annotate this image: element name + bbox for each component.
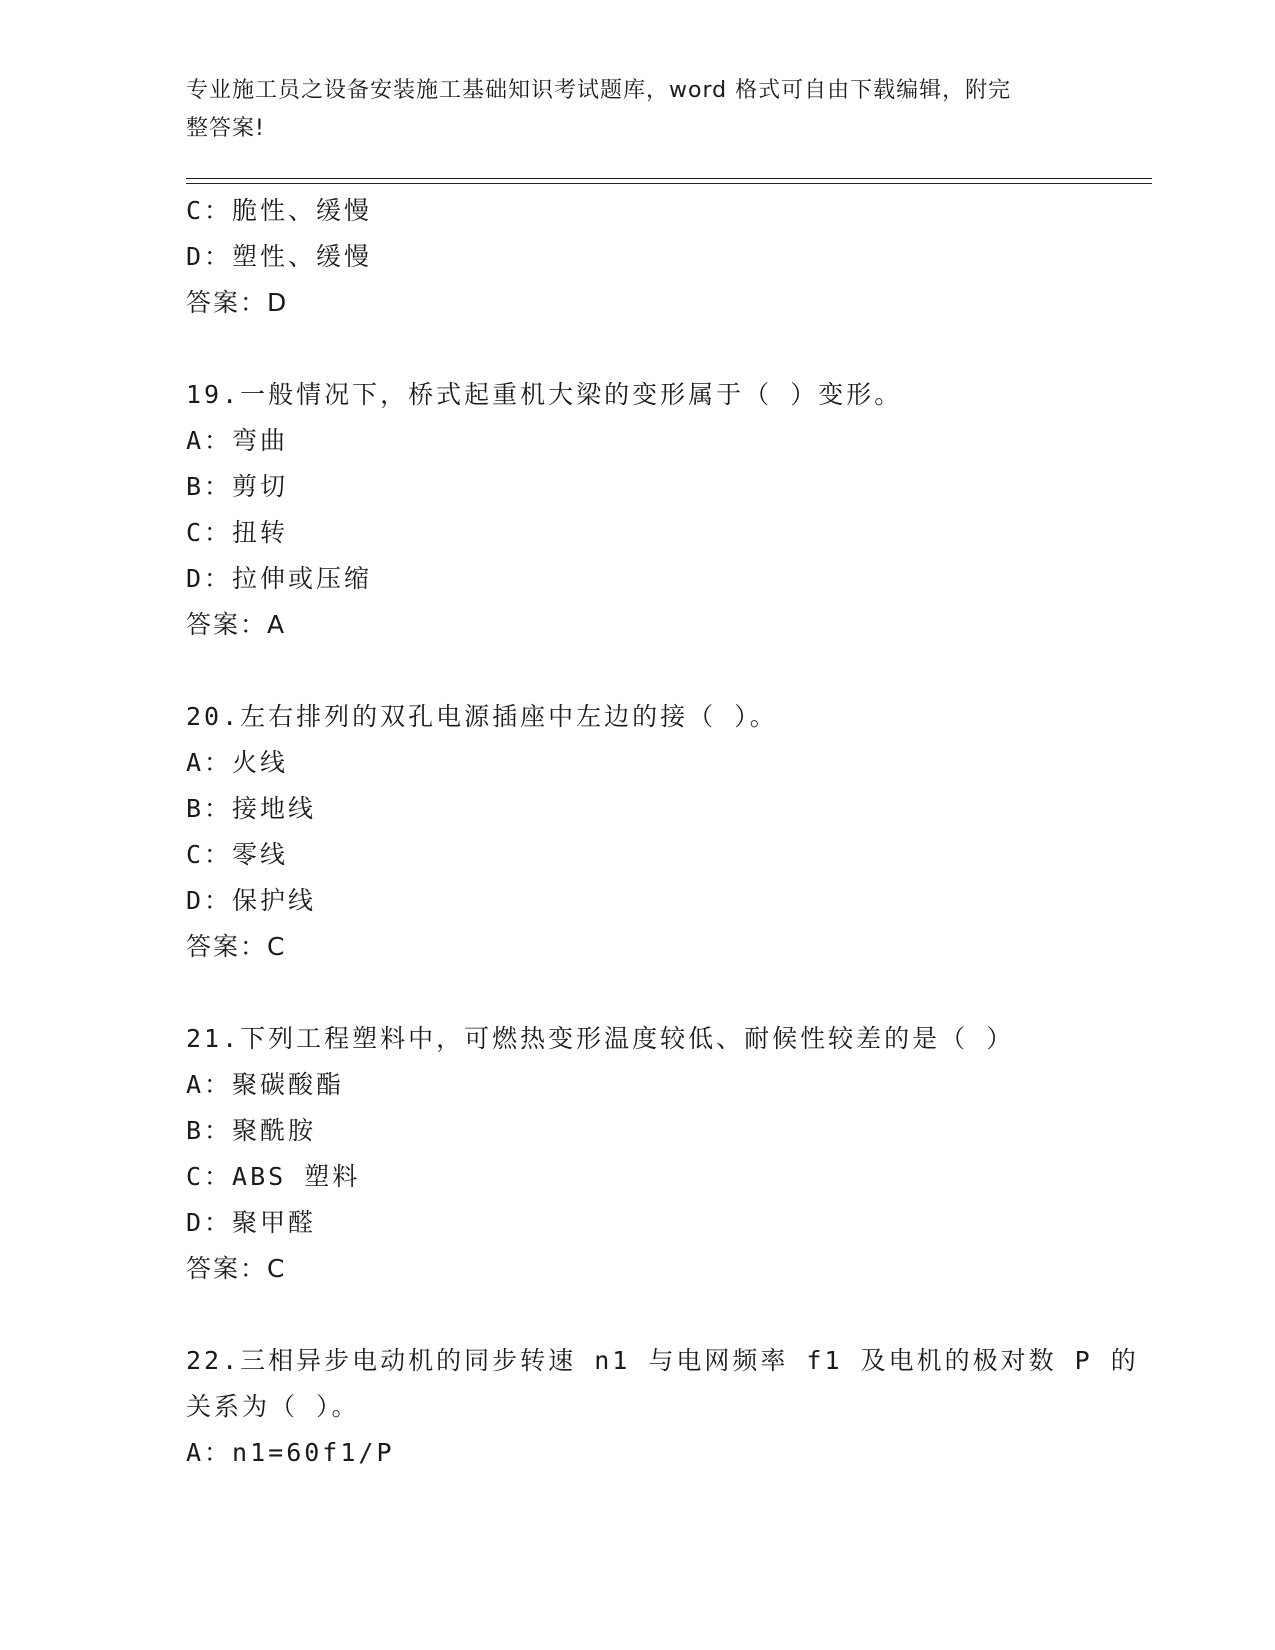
question-20 <box>186 694 1086 970</box>
answer: 答案：C <box>186 932 287 961</box>
option-c: C：零线 <box>186 840 289 869</box>
question-22 <box>186 1338 1139 1476</box>
option-a: A：弯曲 <box>186 426 289 455</box>
answer: 答案：C <box>186 1254 287 1283</box>
option-d: D：聚甲醛 <box>186 1208 317 1237</box>
question-21 <box>186 1016 1086 1292</box>
option-b: B：剪切 <box>186 472 289 501</box>
answer: 答案：D <box>186 288 289 317</box>
question-text: 20.左右排列的双孔电源插座中左边的接（ ）。 <box>186 702 778 731</box>
option-d: D：保护线 <box>186 886 317 915</box>
question-text: 19.一般情况下，桥式起重机大梁的变形属于（ ）变形。 <box>186 380 903 409</box>
question-18-partial <box>186 188 1086 326</box>
answer: 答案：A <box>186 610 287 639</box>
option-c: C：扭转 <box>186 518 289 547</box>
option-d: D：拉伸或压缩 <box>186 564 373 593</box>
question-list <box>186 188 1139 1476</box>
header-divider-top <box>186 178 1152 179</box>
option-b: B：接地线 <box>186 794 317 823</box>
document-header <box>186 72 1066 148</box>
question-19 <box>186 372 1086 648</box>
option-a: A：火线 <box>186 748 289 777</box>
option-a: A：n1=60f1/P <box>186 1438 395 1467</box>
header-line-1: 专业施工员之设备安装施工基础知识考试题库，word 格式可自由下载编辑，附完 <box>186 78 1012 103</box>
option-c: C：ABS 塑料 <box>186 1162 361 1191</box>
option-d: D：塑性、缓慢 <box>186 242 373 271</box>
header-divider-bottom <box>186 183 1152 184</box>
header-line-2: 整答案! <box>186 116 265 141</box>
option-c: C：脆性、缓慢 <box>186 196 373 225</box>
option-b: B：聚酰胺 <box>186 1116 317 1145</box>
question-text-line-1: 22.三相异步电动机的同步转速 n1 与电网频率 f1 及电机的极对数 P 的 <box>186 1346 1139 1375</box>
question-text: 21.下列工程塑料中，可燃热变形温度较低、耐候性较差的是（ ） <box>186 1024 1015 1053</box>
question-text-line-2: 关系为（ ）。 <box>186 1392 360 1421</box>
option-a: A：聚碳酸酯 <box>186 1070 345 1099</box>
